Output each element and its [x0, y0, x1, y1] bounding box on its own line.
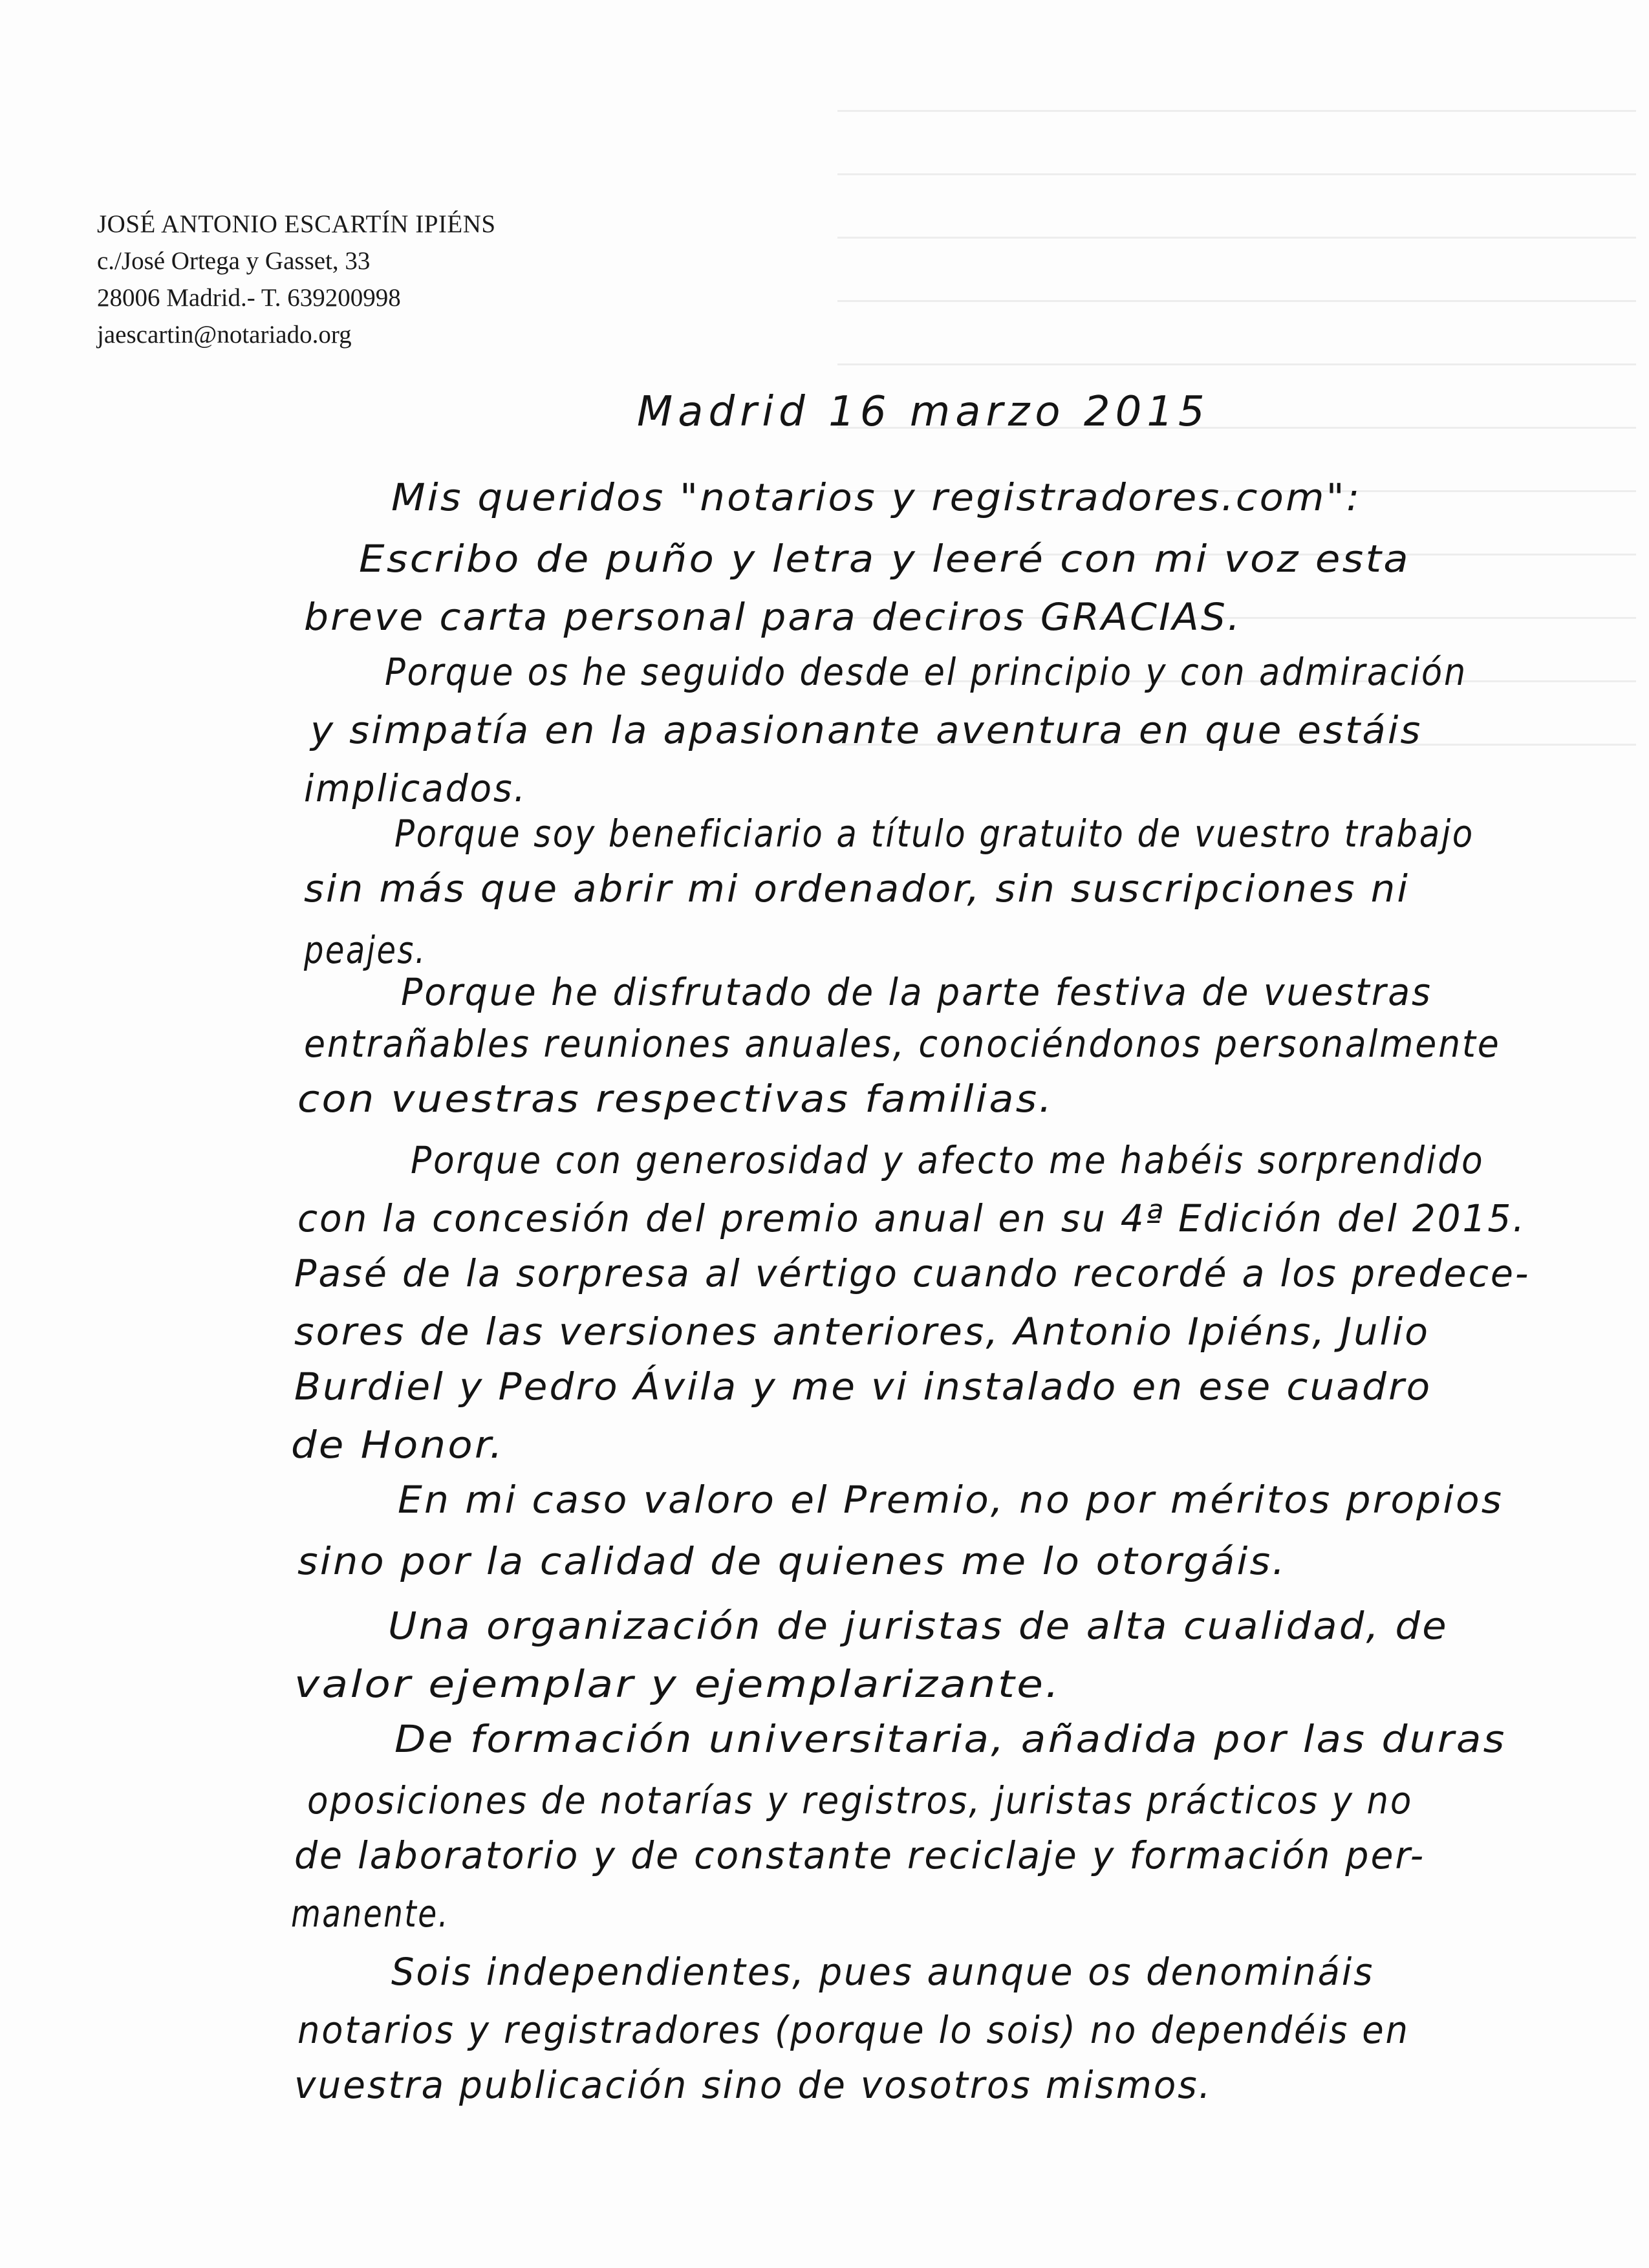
body-line: de Honor. [291, 1423, 505, 1467]
body-line: Porque soy beneficiario a título gratuito de vuestro trabajo [394, 812, 1474, 856]
body-line: sin más que abrir mi ordenador, sin suscripciones ni [304, 867, 1410, 911]
sender-address: c./José Ortega y Gasset, 33 [97, 247, 371, 275]
salutation: Mis queridos "notarios y registradores.com": [391, 475, 1362, 519]
sender-email: jaescartin@notariado.org [97, 321, 352, 349]
body-line: breve carta personal para deciros GRACIAS. [304, 595, 1242, 639]
body-line: peajes. [304, 928, 427, 972]
body-line: Sois independientes, pues aunque os denomináis [391, 1950, 1375, 1994]
body-line: Pasé de la sorpresa al vértigo cuando recordé a los predece- [294, 1251, 1531, 1295]
body-line: notarios y registradores (porque lo sois) no dependéis en [297, 2008, 1410, 2052]
body-line: manente. [291, 1892, 450, 1936]
body-line: oposiciones de notarías y registros, juristas prácticos y no [307, 1778, 1414, 1822]
body-line: con vuestras respectivas familias. [297, 1077, 1054, 1121]
body-line: En mi caso valoro el Premio, no por méritos propios [398, 1478, 1504, 1522]
body-line: Escribo de puño y letra y leeré con mi voz esta [359, 537, 1410, 581]
body-line: vuestra publicación sino de vosotros mismos. [294, 2063, 1212, 2107]
body-line: implicados. [304, 766, 527, 810]
body-line: Porque he disfrutado de la parte festiva de vuestras [401, 970, 1432, 1014]
body-line: Burdiel y Pedro Ávila y me vi instalado en ese cuadro [294, 1365, 1432, 1409]
body-line: sino por la calidad de quienes me lo otorgáis. [297, 1539, 1287, 1583]
body-line: de laboratorio y de constante reciclaje y formación per- [294, 1833, 1426, 1877]
body-line: Una organización de juristas de alta cualidad, de [388, 1604, 1449, 1648]
body-line: sores de las versiones anteriores, Antonio Ipiéns, Julio [294, 1310, 1430, 1354]
body-line: y simpatía en la apasionante aventura en que estáis [310, 708, 1423, 752]
letterhead [97, 206, 873, 353]
sender-city-phone: 28006 Madrid.- T. 639200998 [97, 284, 401, 312]
reverse-side-show-through [795, 65, 1636, 808]
body-line: con la concesión del premio anual en su 4ª Edición del 2015. [297, 1196, 1527, 1240]
letter-date: Madrid 16 marzo 2015 [637, 388, 1210, 436]
body-line: Porque con generosidad y afecto me habéis sorprendido [411, 1138, 1485, 1182]
body-line: Porque os he seguido desde el principio y con admiración [385, 650, 1467, 694]
sender-name: JOSÉ ANTONIO ESCARTÍN IPIÉNS [97, 210, 496, 238]
body-line: entrañables reuniones anuales, conociéndonos personalmente [304, 1022, 1501, 1066]
body-line: De formación universitaria, añadida por las duras [394, 1717, 1507, 1761]
body-line: valor ejemplar y ejemplarizante. [294, 1662, 1061, 1706]
